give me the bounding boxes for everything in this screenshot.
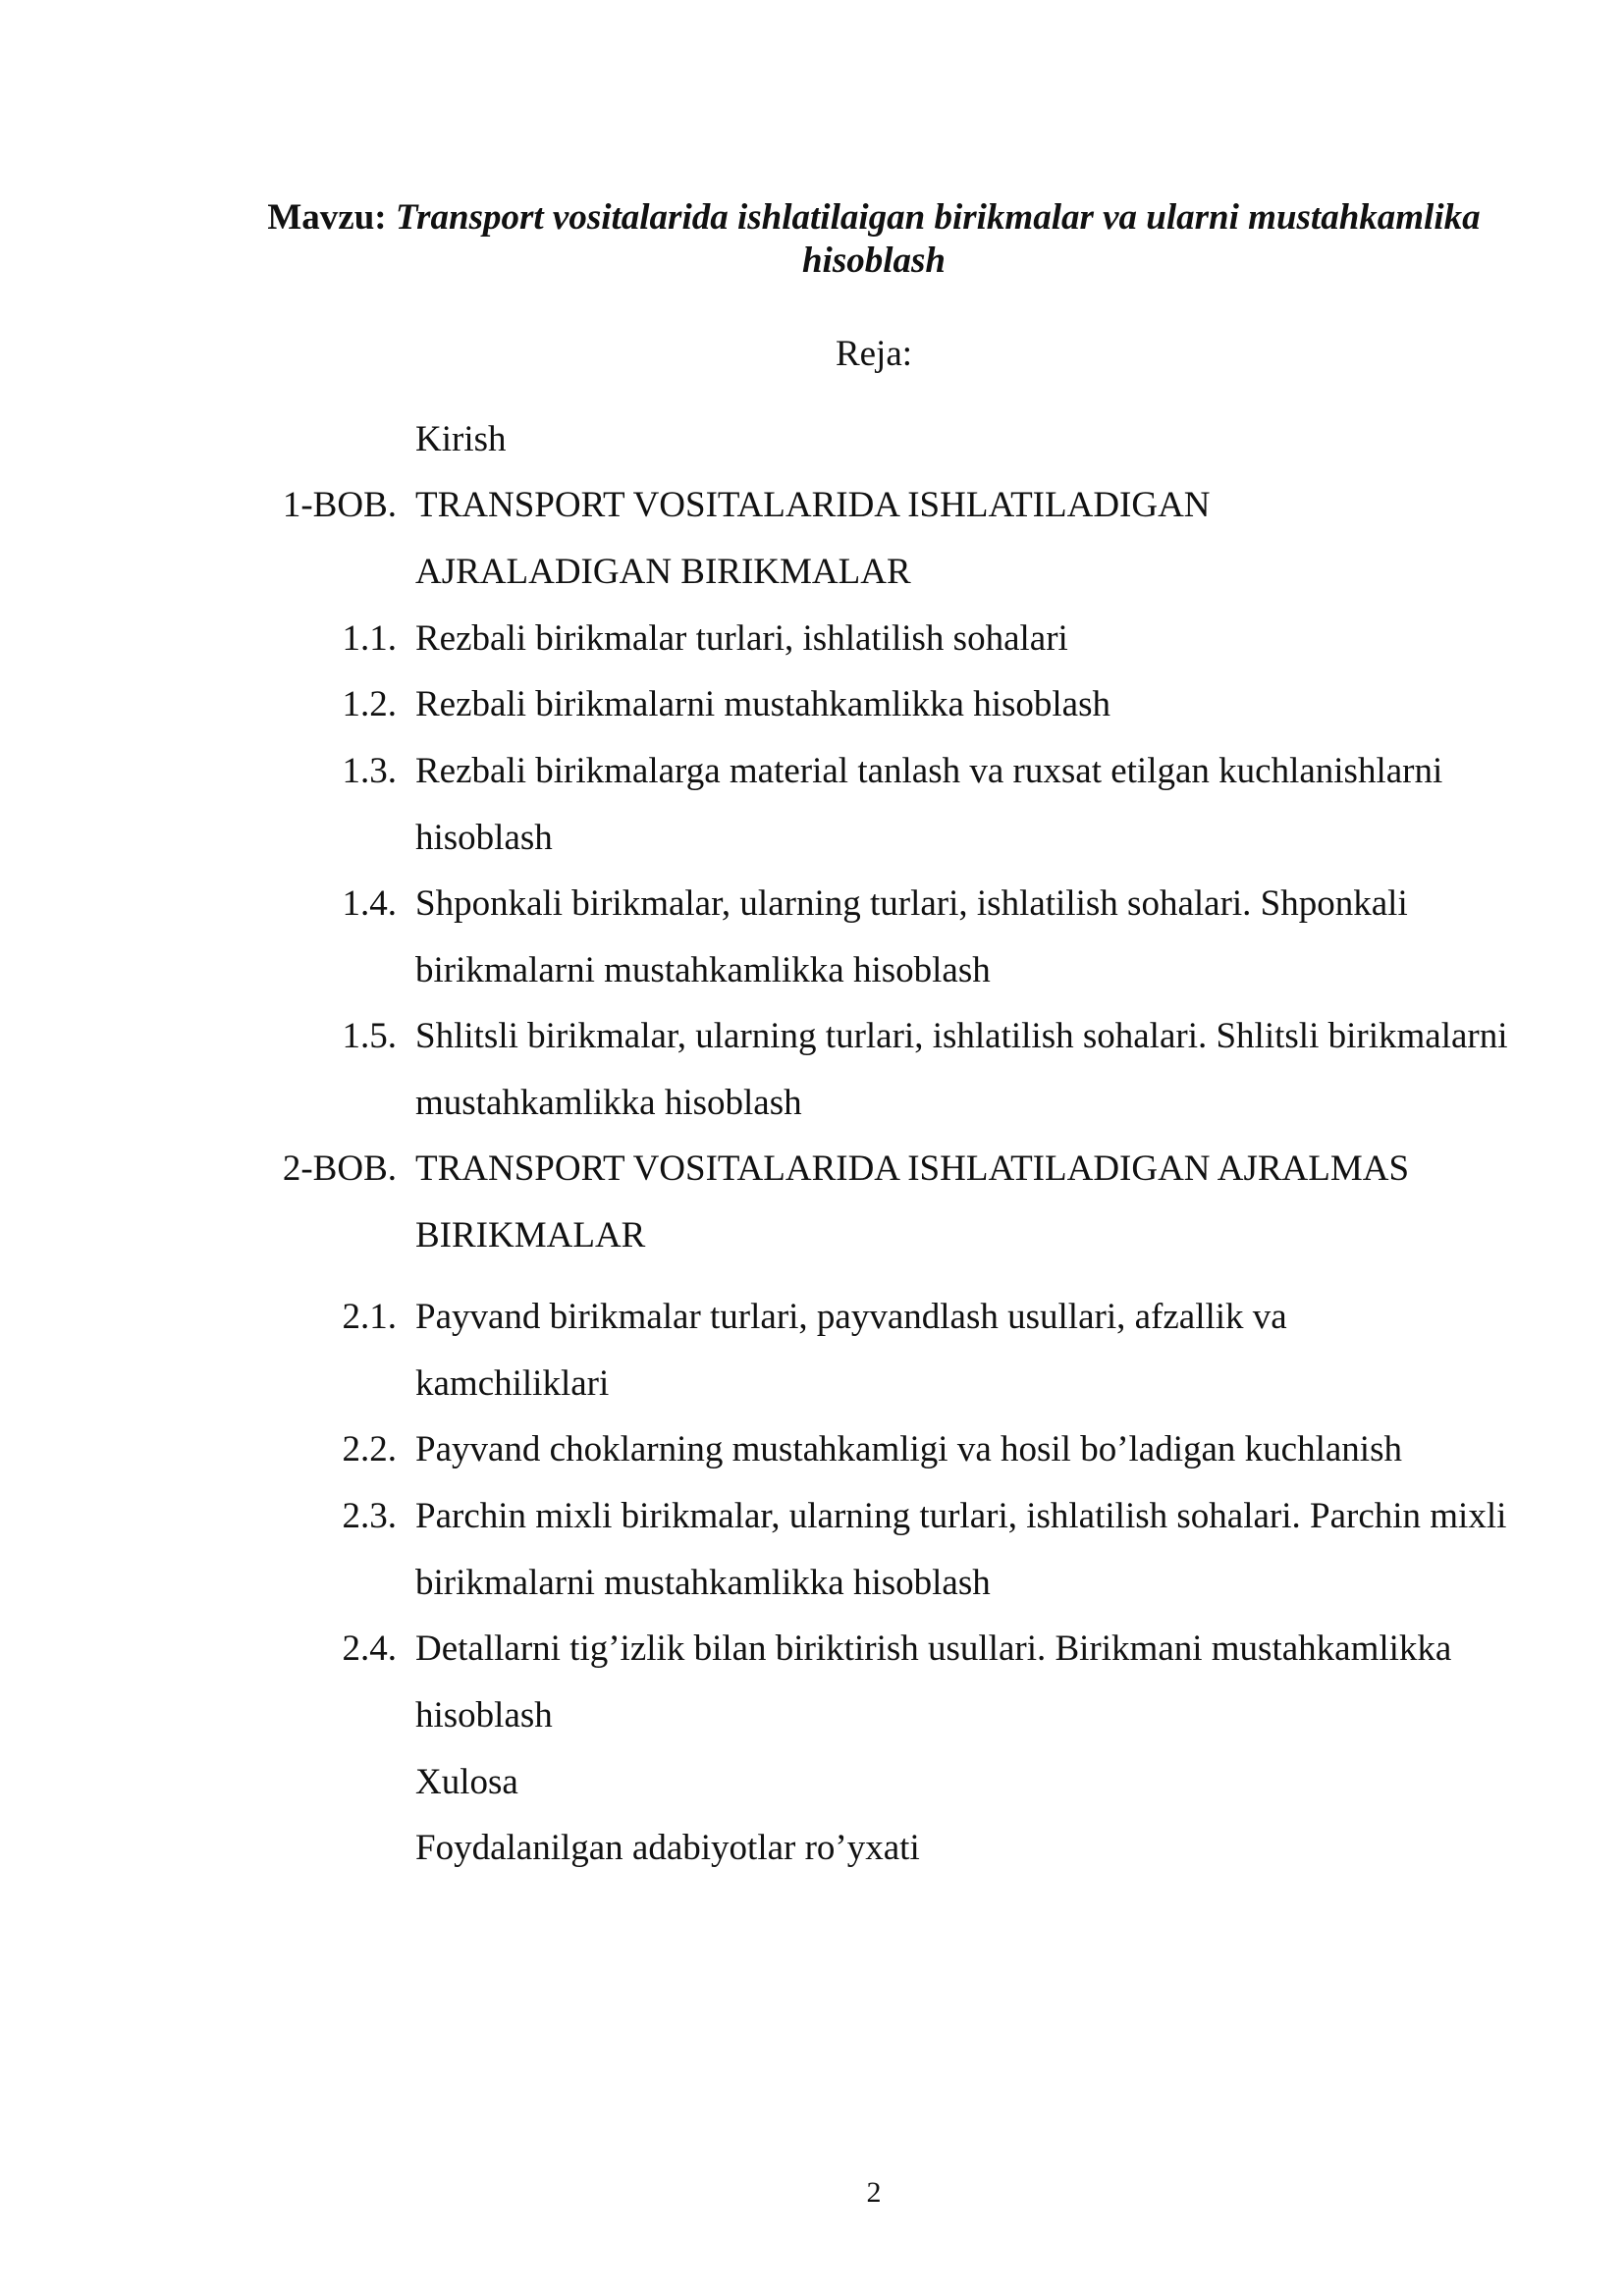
document-title (245, 196, 1502, 283)
toc-item-text: Foydalanilgan adabiyotlar ro’yxati (415, 1828, 920, 1868)
toc-item-text: Shponkali birikmalar, ularning turlari, ishlatilish sohalari. Shponkali birikmalarni mustahkamlikka hisoblash (415, 883, 1408, 990)
toc-item-text: Shlitsli birikmalar, ularning turlari, ishlatilish sohalari. Shlitsli birikmalarni mustahkamlikka hisoblash (415, 1016, 1508, 1123)
toc-item-text: Rezbali birikmalarga material tanlash va ruxsat etilgan kuchlanishlarni hisoblash (415, 751, 1443, 858)
toc-item-number: 2.4. (342, 1629, 397, 1669)
toc-item-number: 1.4. (342, 883, 397, 924)
toc-item-number: 2.3. (342, 1496, 397, 1536)
toc-item-number: 2.2. (342, 1429, 397, 1469)
toc-item-number: 1.1. (342, 618, 397, 659)
toc-item-text: Payvand choklarning mustahkamligi va hosil bo’ladigan kuchlanish (415, 1429, 1402, 1469)
toc-item-text: Parchin mixli birikmalar, ularning turlari, ishlatilish sohalari. Parchin mixli birikmalarni mustahkamlikka hisoblash (415, 1496, 1507, 1603)
toc-item-number: 2-BOB. (282, 1148, 397, 1189)
toc-item-text: TRANSPORT VOSITALARIDA ISHLATILADIGAN AJRALMAS BIRIKMALAR (415, 1148, 1410, 1255)
title-label: Mavzu: (267, 197, 387, 238)
toc-item-text: Xulosa (415, 1762, 518, 1802)
toc-item-text: TRANSPORT VOSITALARIDA ISHLATILADIGAN AJRALADIGAN BIRIKMALAR (415, 485, 1211, 592)
toc-item-number: 1.2. (342, 684, 397, 724)
toc-item-number: 1.3. (342, 751, 397, 791)
toc-item-text: Detallarni tig’izlik bilan biriktirish usullari. Birikmani mustahkamlikka hisoblash (415, 1629, 1452, 1735)
title-topic: Transport vositalarida ishlatilaigan birikmalar va ularni mustahkamlika hisoblash (395, 197, 1481, 281)
toc-item-text: Kirish (415, 419, 507, 459)
toc-item-number: 1.5. (342, 1016, 397, 1056)
toc-item-number: 1-BOB. (282, 485, 397, 525)
toc-item-text: Payvand birikmalar turlari, payvandlash usullari, afzallik va kamchiliklari (415, 1297, 1287, 1404)
toc-item-text: Rezbali birikmalarni mustahkamlikka hisoblash (415, 684, 1110, 724)
plan-heading: Reja: (835, 334, 913, 374)
page-number: 2 (866, 2176, 882, 2209)
toc-item-text: Rezbali birikmalar turlari, ishlatilish sohalari (415, 618, 1068, 659)
toc-item-number: 2.1. (342, 1297, 397, 1337)
